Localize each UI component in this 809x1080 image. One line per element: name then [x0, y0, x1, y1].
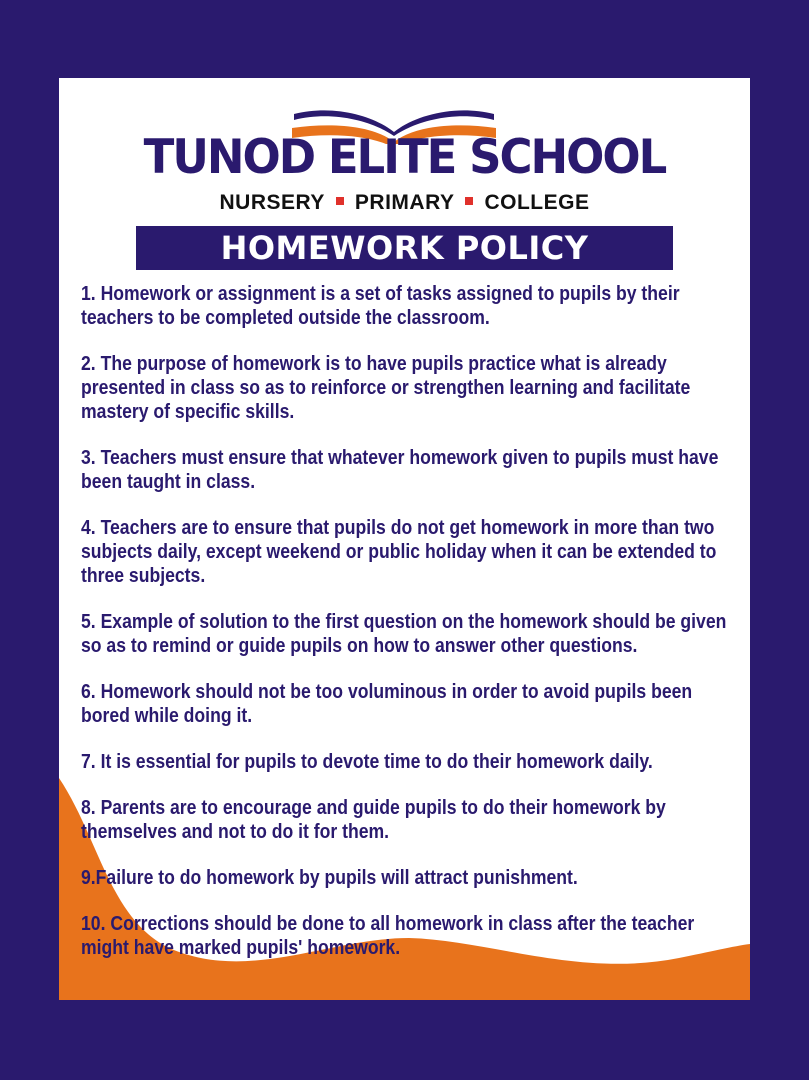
policy-list — [81, 282, 727, 982]
policy-title-banner: HOMEWORK POLICY — [136, 226, 673, 270]
policy-item: 4. Teachers are to ensure that pupils do not get homework in more than two subjects daily, except weekend or public holiday when it can be extended to three subjects. — [81, 517, 717, 587]
policy-sheet — [59, 78, 750, 1000]
policy-item: 7. It is essential for pupils to devote time to do their homework daily. — [81, 751, 653, 773]
policy-item: 8. Parents are to encourage and guide pupils to do their homework by themselves and not to do it for them. — [81, 797, 666, 843]
policy-item: 6. Homework should not be too voluminous in order to avoid pupils been bored while doing it. — [81, 681, 693, 727]
school-sections — [59, 191, 750, 215]
policy-item: 9.Failure to do homework by pupils will attract punishment. — [81, 867, 578, 889]
policy-item: 2. The purpose of homework is to have pupils practice what is already presented in class so as to reinforce or strengthen learning and facilitate mastery of specific skills. — [81, 353, 691, 423]
school-name: TUNOD ELITE SCHOOL — [143, 128, 666, 185]
separator-dot — [336, 197, 344, 205]
policy-item: 5. Example of solution to the first question on the homework should be given so as to remind or guide pupils on how to answer other questions. — [81, 611, 727, 657]
separator-dot — [465, 197, 473, 205]
section-college: COLLEGE — [484, 191, 590, 214]
policy-item: 3. Teachers must ensure that whatever homework given to pupils must have been taught in class. — [81, 447, 719, 493]
policy-item: 10. Corrections should be done to all homework in class after the teacher might have marked pupils' homework. — [81, 913, 695, 959]
section-primary: PRIMARY — [354, 191, 455, 214]
policy-item: 1. Homework or assignment is a set of tasks assigned to pupils by their teachers to be completed outside the classroom. — [81, 283, 680, 329]
section-nursery: NURSERY — [219, 191, 325, 214]
